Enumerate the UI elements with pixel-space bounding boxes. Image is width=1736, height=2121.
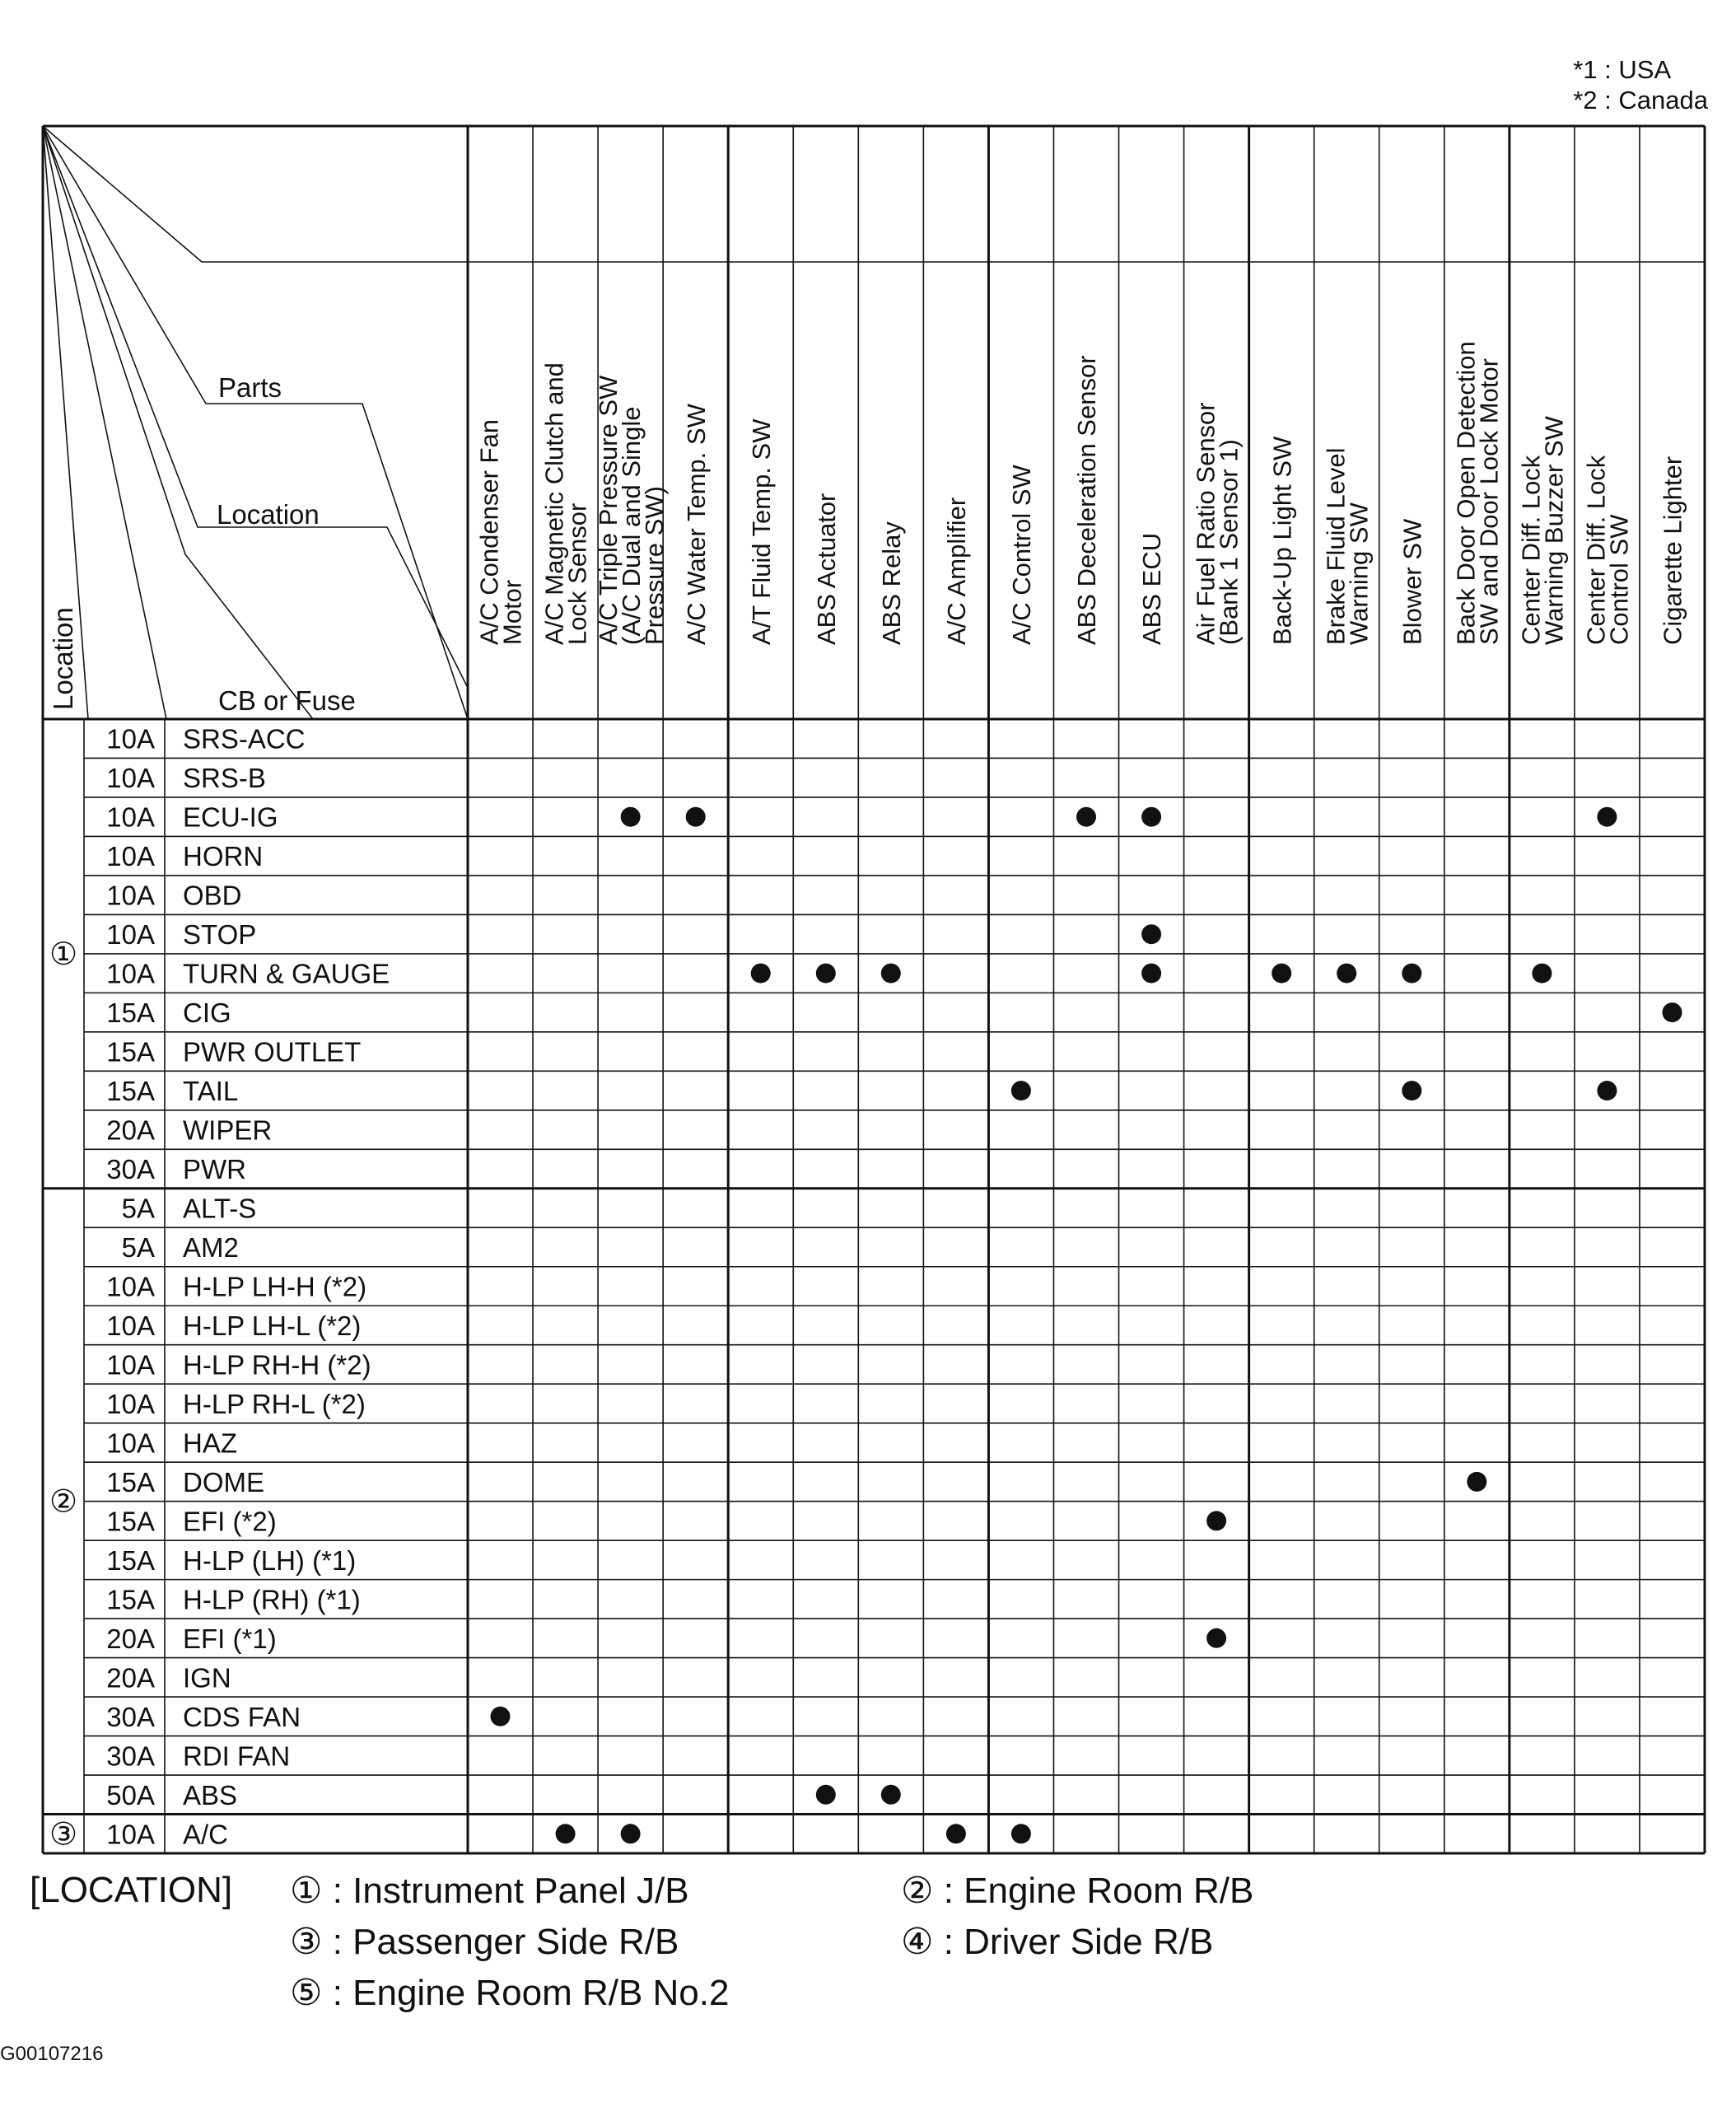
diagonal-line	[43, 126, 468, 688]
part-header-label: A/T Fluid Temp. SW	[746, 418, 776, 645]
fuse-name: PWR OUTLET	[183, 1036, 362, 1068]
fuse-name: H-LP (LH) (*1)	[183, 1544, 357, 1576]
figure-code: G00107216	[0, 2043, 104, 2065]
fuse-amperage: 20A	[106, 1114, 155, 1146]
header-diagonal-lines	[43, 126, 468, 719]
legend-entry-4	[901, 1921, 1213, 1963]
connection-dot	[1141, 964, 1161, 983]
connection-dot	[621, 1824, 641, 1843]
fuse-amperage: 15A	[106, 1544, 155, 1576]
connection-dot	[491, 1707, 511, 1726]
connection-dot	[1011, 1824, 1031, 1843]
part-header-label: Control SW	[1604, 514, 1634, 645]
legend-symbol: ⑤	[290, 1973, 323, 2013]
fuse-amperage: 10A	[106, 1819, 155, 1850]
connection-dot	[1206, 1628, 1226, 1648]
connection-dot	[1011, 1081, 1031, 1100]
connection-dot	[621, 807, 641, 827]
part-header-label: A/C Amplifier	[942, 497, 972, 645]
part-header-label: A/C Triple Pressure SW	[593, 375, 623, 645]
legend-text: : Driver Side R/B	[943, 1922, 1214, 1962]
fuse-amperage: 50A	[106, 1779, 155, 1810]
footnote-text: : USA	[1604, 55, 1672, 84]
fuse-name: ECU-IG	[183, 801, 278, 833]
fuse-amperage: 30A	[106, 1701, 155, 1732]
fuse-amperage: 10A	[106, 1310, 155, 1341]
connection-dot	[1597, 1081, 1617, 1100]
header-parts-label: Parts	[218, 372, 282, 403]
connection-dot	[1337, 964, 1356, 983]
location-symbol: ③	[49, 1817, 78, 1852]
connection-marks	[491, 807, 1682, 1844]
legend-symbol: ②	[901, 1871, 934, 1911]
fuse-name: H-LP LH-H (*2)	[183, 1271, 367, 1302]
diagonal-line	[43, 126, 468, 719]
fuse-amperage: 5A	[121, 1193, 155, 1224]
fuse-amperage: 15A	[106, 1584, 155, 1615]
fuse-rows	[49, 724, 390, 1852]
fuse-name: H-LP (RH) (*1)	[183, 1584, 361, 1615]
fuse-name: EFI (*2)	[183, 1506, 277, 1537]
fuse-name: HORN	[183, 841, 264, 872]
legend-entry-5	[290, 1972, 729, 2014]
fuse-name: SRS-ACC	[183, 723, 306, 754]
fuse-name: IGN	[183, 1662, 231, 1694]
part-header-label: Center Diff. Lock	[1581, 455, 1611, 645]
fuse-amperage: 15A	[106, 1036, 155, 1068]
connection-dot	[1206, 1511, 1226, 1530]
fuse-name: TAIL	[183, 1076, 239, 1107]
fuse-amperage: 15A	[106, 997, 155, 1029]
connection-dot	[816, 1785, 836, 1805]
fuse-name: H-LP RH-L (*2)	[183, 1388, 366, 1419]
legend-text: : Engine Room R/B No.2	[332, 1973, 730, 2013]
header-location-column-label: Location	[48, 607, 78, 710]
header-fuse-label: CB or Fuse	[218, 685, 356, 716]
connection-dot	[881, 964, 901, 983]
connection-dot	[556, 1824, 576, 1843]
connection-dot	[1402, 964, 1421, 983]
connection-dot	[1467, 1472, 1486, 1492]
legend-symbol: ④	[901, 1922, 934, 1962]
fuse-name: DOME	[183, 1466, 264, 1497]
header-location-label: Location	[217, 499, 320, 530]
fuse-amperage: 15A	[106, 1506, 155, 1537]
legend-entry-1	[290, 1870, 689, 1912]
connection-dot	[816, 964, 836, 983]
legend-text: : Instrument Panel J/B	[332, 1871, 689, 1911]
legend-text: : Passenger Side R/B	[332, 1922, 679, 1962]
part-header-label: A/C Control SW	[1007, 465, 1037, 645]
fuse-name: ALT-S	[183, 1193, 257, 1224]
connection-dot	[1076, 807, 1096, 827]
location-symbol: ①	[49, 937, 78, 972]
part-header-label: ABS Relay	[877, 521, 906, 645]
fuse-amperage: 30A	[106, 1740, 155, 1772]
connection-dot	[881, 1785, 901, 1805]
part-header-label: A/C Condenser Fan	[474, 419, 504, 645]
part-header-label: A/C Magnetic Clutch and	[539, 362, 569, 645]
fuse-amperage: 30A	[106, 1154, 155, 1185]
fuse-name: ABS	[183, 1779, 238, 1810]
fuse-amperage: 20A	[106, 1623, 155, 1654]
fuse-amperage: 10A	[106, 763, 155, 794]
connection-dot	[751, 964, 771, 983]
fuse-amperage: 15A	[106, 1466, 155, 1497]
fuse-name: HAZ	[183, 1427, 237, 1459]
fuse-name: PWR	[183, 1154, 246, 1185]
fuse-name: SRS-B	[183, 763, 266, 794]
part-header-label: Motor	[497, 579, 527, 645]
fuse-name: H-LP RH-H (*2)	[183, 1349, 371, 1381]
fuse-amperage: 10A	[106, 880, 155, 911]
part-header-label: Warning SW	[1344, 502, 1374, 645]
fuse-name: EFI (*1)	[183, 1623, 277, 1654]
footnote-mark: *1	[1573, 55, 1598, 84]
footnote-text: : Canada	[1604, 86, 1708, 114]
table-header	[48, 372, 356, 716]
part-column-headers	[475, 341, 1687, 645]
part-header-label: (A/C Dual and Single	[616, 406, 646, 645]
fuse-name: H-LP LH-L (*2)	[183, 1310, 362, 1341]
fuse-amperage: 10A	[106, 1349, 155, 1381]
part-header-label: Back Door Open Detection	[1451, 341, 1481, 645]
connection-dot	[1402, 1081, 1421, 1100]
part-header-label: Lock Sensor	[562, 502, 592, 645]
part-header-label: ABS ECU	[1137, 532, 1167, 645]
fuse-name: RDI FAN	[183, 1740, 291, 1772]
fuse-name: A/C	[183, 1819, 229, 1850]
part-header-label: (Bank 1 Sensor 1)	[1214, 439, 1244, 645]
connection-dot	[1141, 807, 1161, 827]
fuse-amperage: 10A	[106, 1388, 155, 1419]
part-header-label: Back-Up Light SW	[1267, 436, 1297, 645]
connection-dot	[1663, 1002, 1682, 1022]
part-header-label: ABS Actuator	[811, 493, 841, 645]
part-header-label: Air Fuel Ratio Sensor	[1191, 402, 1220, 645]
connection-dot	[946, 1824, 966, 1843]
fuse-amperage: 10A	[106, 841, 155, 872]
diagonal-line	[43, 126, 468, 262]
legend-symbol: ③	[290, 1922, 323, 1962]
part-header-label: Cigarette Lighter	[1658, 456, 1687, 645]
fuse-amperage: 10A	[106, 1427, 155, 1459]
part-header-label: Center Diff. Lock	[1516, 455, 1546, 645]
part-header-label: Warning Buzzer SW	[1539, 416, 1569, 645]
legend-title: [LOCATION]	[30, 1870, 233, 1910]
fuse-name: TURN & GAUGE	[183, 958, 390, 989]
fuse-amperage: 10A	[106, 801, 155, 833]
fuse-name: WIPER	[183, 1114, 273, 1146]
diagonal-line	[43, 126, 313, 719]
connection-dot	[1272, 964, 1291, 983]
part-header-label: ABS Deceleration Sensor	[1072, 355, 1102, 645]
part-header-label: Blower SW	[1398, 518, 1427, 645]
legend-symbol: ①	[290, 1871, 323, 1911]
fuse-amperage: 5A	[121, 1232, 155, 1264]
fuse-amperage: 15A	[106, 1076, 155, 1107]
fuse-amperage: 10A	[106, 919, 155, 951]
connection-dot	[1597, 807, 1617, 827]
connection-dot	[1141, 924, 1161, 944]
fuse-name: CIG	[183, 997, 231, 1029]
part-header-label: A/C Water Temp. SW	[681, 404, 711, 645]
footnote-mark: *2	[1573, 86, 1598, 114]
connection-dot	[686, 807, 706, 827]
fuse-amperage: 10A	[106, 723, 155, 754]
part-header-label: SW and Door Lock Motor	[1474, 357, 1504, 645]
legend-entry-2	[901, 1870, 1253, 1912]
fuse-name: OBD	[183, 880, 242, 911]
location-symbol: ②	[49, 1484, 78, 1520]
connection-dot	[1532, 964, 1552, 983]
part-header-label: Pressure SW)	[639, 486, 669, 645]
legend-text: : Engine Room R/B	[943, 1871, 1254, 1911]
fuse-name: STOP	[183, 919, 257, 951]
fuse-amperage: 20A	[106, 1662, 155, 1694]
fuse-amperage: 10A	[106, 958, 155, 989]
fuse-amperage: 10A	[106, 1271, 155, 1302]
fuse-name: CDS FAN	[183, 1701, 301, 1732]
legend-entry-3	[290, 1921, 679, 1963]
part-header-label: Brake Fluid Level	[1321, 447, 1351, 645]
fuse-name: AM2	[183, 1232, 239, 1264]
